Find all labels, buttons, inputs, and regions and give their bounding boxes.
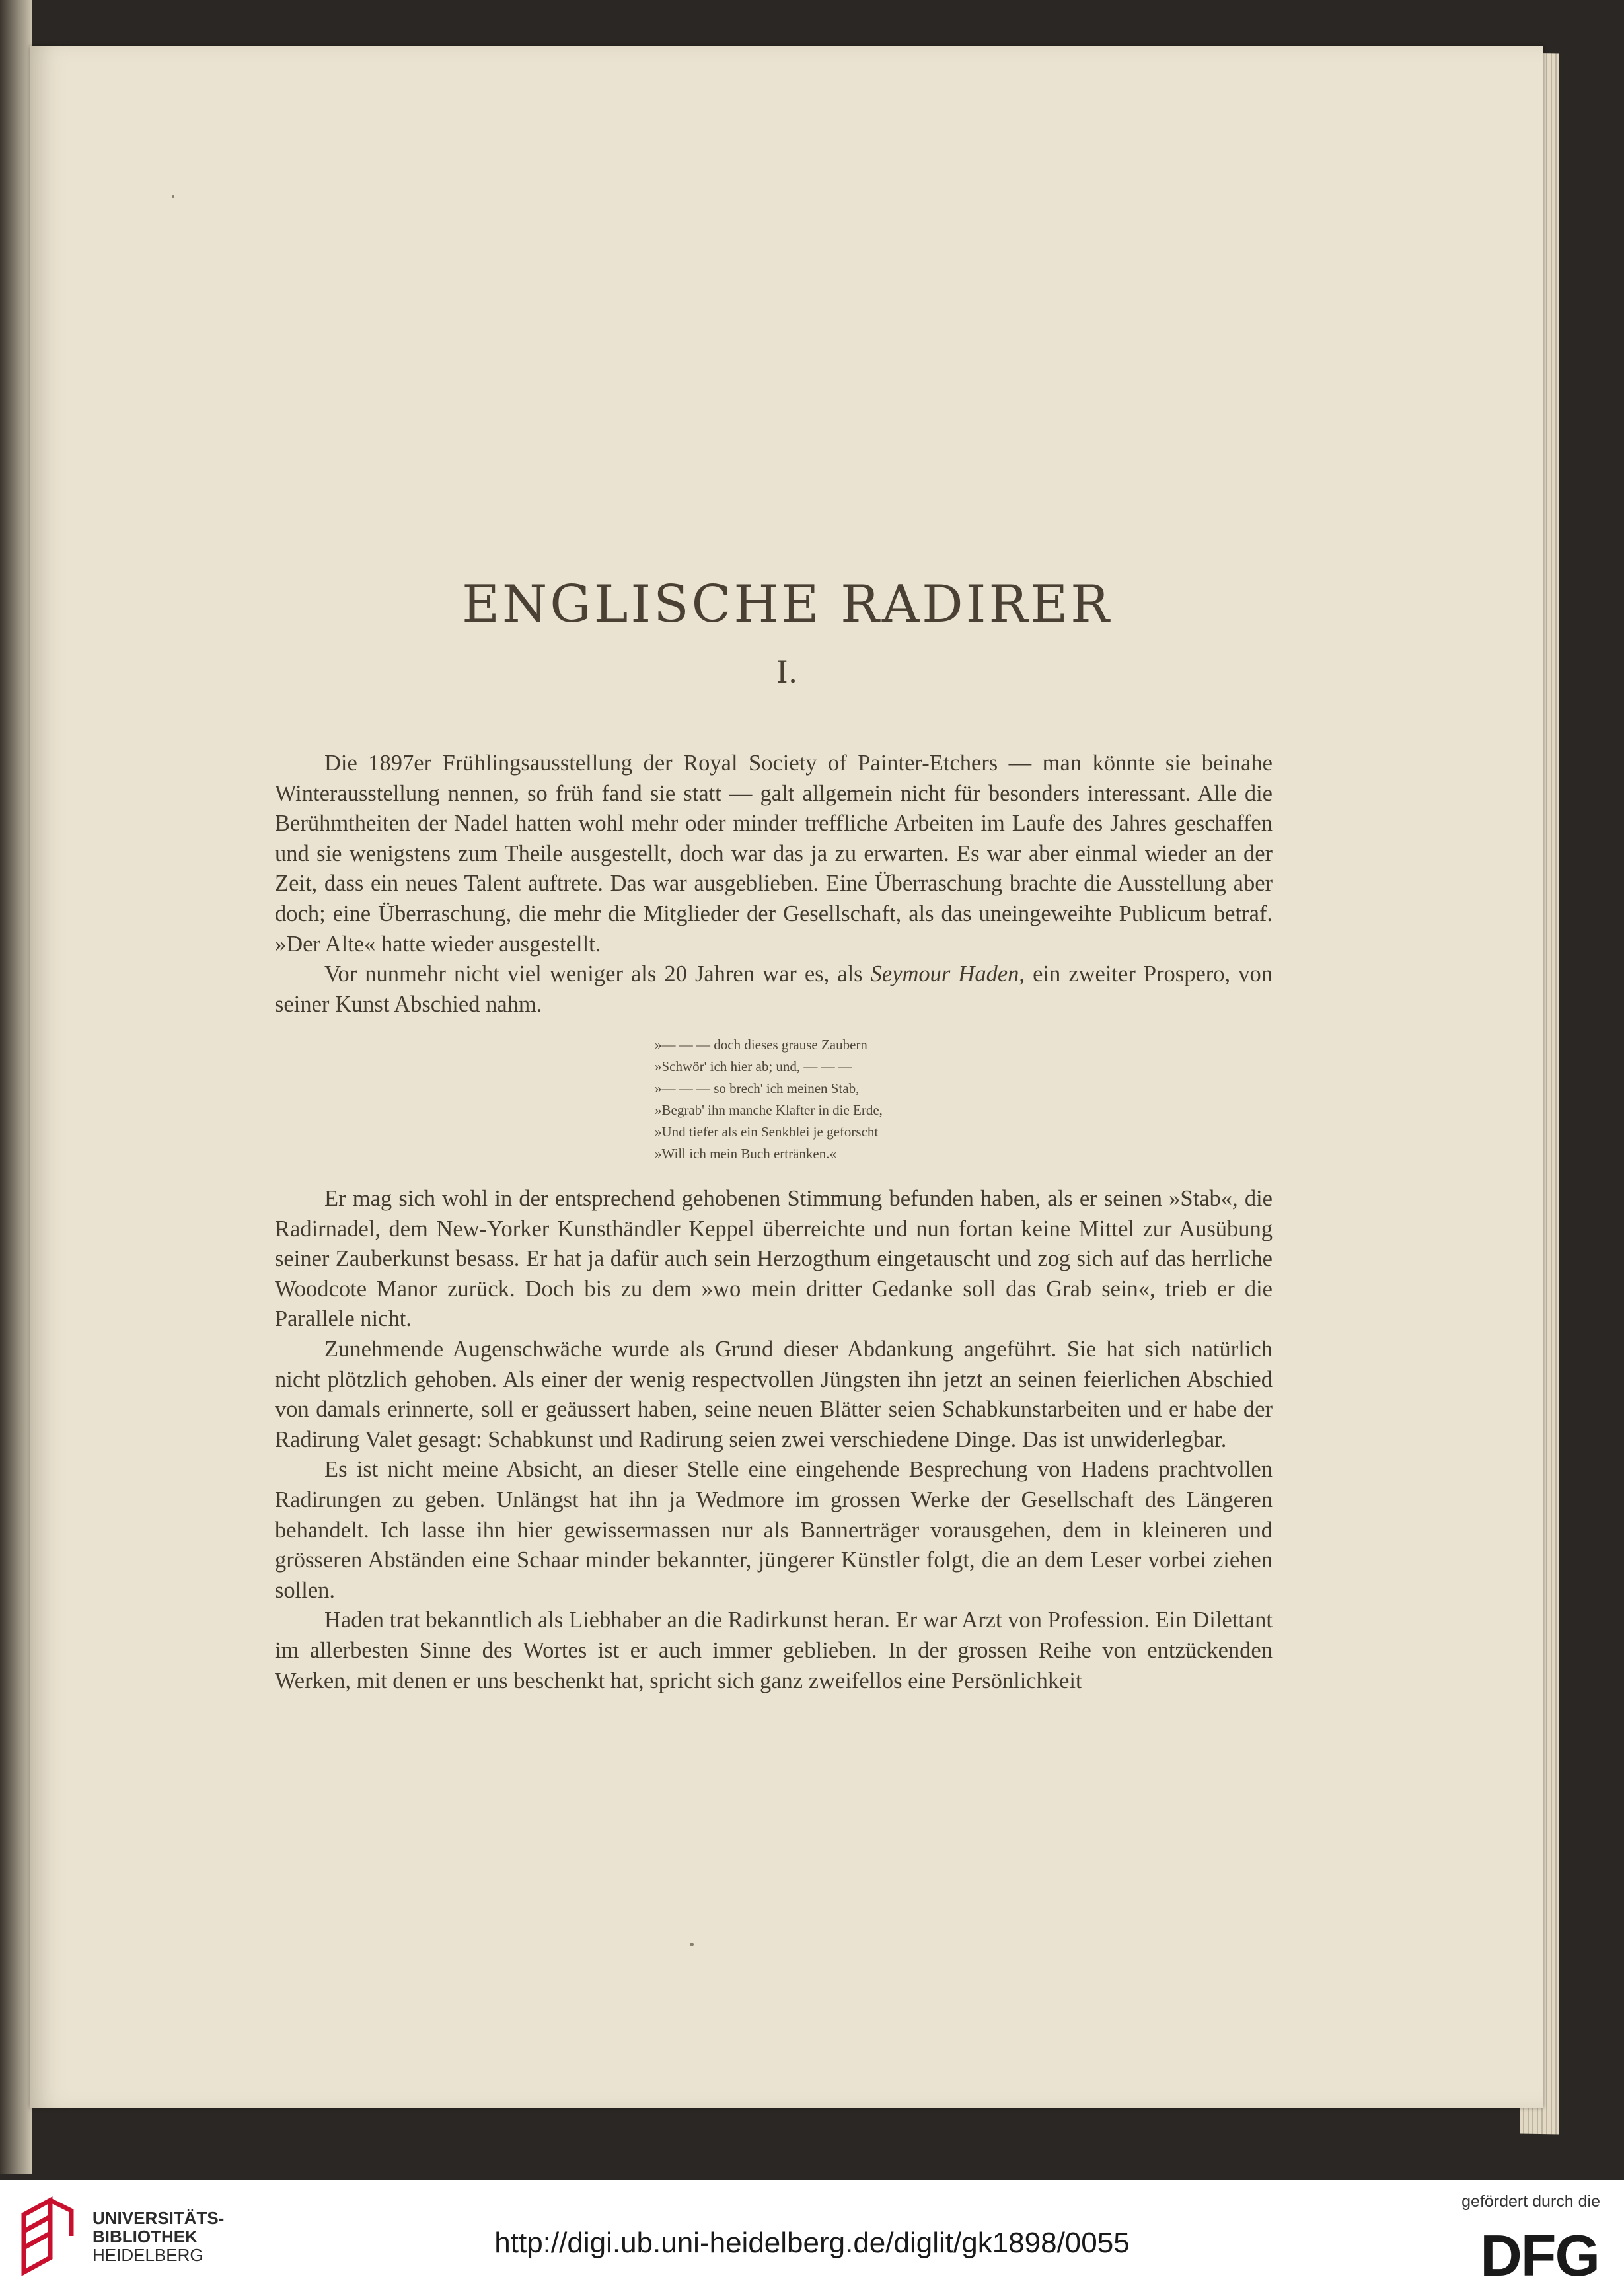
paragraph: Es ist nicht meine Absicht, an dieser Stelle eine eingehende Besprechung von Hadens prachtvollen Radirungen zu geben. Unlängst hat ihn ja Wedmore im grossen Werke der Gesellschaft des Längeren behandelt. Ich lasse ihn hier gewissermassen nur als Bannerträger vorausgehen, dem in kleineren und grösseren Abständen eine Schaar minder bekannter, jüngerer Künstler folgt, die an dem Leser vorbei ziehen sollen. bbox=[275, 1457, 1273, 1603]
verse-line: »Und tiefer als ein Senkblei je geforscht bbox=[655, 1124, 879, 1140]
verse-line: »Begrab' ihn manche Klafter in die Erde, bbox=[655, 1102, 883, 1118]
text-block-after-verse bbox=[275, 1184, 1273, 1696]
text-block-before-verse bbox=[275, 749, 1273, 1019]
paragraph: Er mag sich wohl in der entsprechend gehobenen Stimmung befunden haben, als er seinen »Stab«, die Radirnadel, dem New-Yorker Kunsthändler Keppel überreichte und nun fortan keine Mittel zur Ausübung seiner Zauberkunst besass. Er hat ja dafür auch sein Herzogthum eingetauscht und zog sich auf das herrliche Woodcote Manor zurück. Doch bis zu dem »wo mein dritter Gedanke soll das Grab sein«, trieb er die Parallele nicht. bbox=[275, 1186, 1273, 1332]
paragraph: Die 1897er Frühlingsausstellung der Royal Society of Painter-Etchers — man könnte sie beinahe Winterausstellung nennen, so früh fand sie statt — galt allgemein nicht für besonders interessant. Alle die Berühmtheiten der Nadel hatten wohl mehr oder minder treffliche Arbeiten im Laufe des Jahres geschaffen und sie wenigstens zum Theile ausgestellt, doch war das ja zu erwarten. Es war aber einmal wieder an der Zeit, dass ein neues Talent auftrete. Das war ausgeblieben. Eine Überraschung brachte die Ausstellung aber doch; eine Überraschung, die mehr die Mitglieder der Gesellschaft, als das uneingeweihte Publicum betraf. »Der Alte« hatte wieder ausgestellt. bbox=[275, 751, 1273, 957]
funding-label: gefördert durch die bbox=[1461, 2192, 1600, 2211]
institution-line: BIBLIOTHEK bbox=[92, 2227, 198, 2246]
source-url-link[interactable]: http://digi.ub.uni-heidelberg.de/diglit/gk1898/0055 bbox=[494, 2227, 1130, 2259]
paragraph: Haden trat bekanntlich als Liebhaber an die Radirkunst heran. Er war Arzt von Profession. Ein Dilettant im allerbesten Sinne des Wortes ist er auch immer geblieben. In der grossen Reihe von entzückenden Werken, mit denen er uns beschenkt hat, spricht sich ganz zweifellos eine Persönlichkeit bbox=[275, 1608, 1273, 1693]
paper-speck bbox=[172, 195, 174, 198]
italic-name: Seymour Haden bbox=[870, 961, 1019, 987]
verse-line: »Will ich mein Buch ertränken.« bbox=[655, 1146, 836, 1162]
paragraph-text: Vor nunmehr nicht viel weniger als 20 Jahren war es, als bbox=[324, 961, 871, 987]
verse-line: »— — — so brech' ich meinen Stab, bbox=[655, 1080, 860, 1096]
verse-line: »— — — doch dieses grause Zaubern bbox=[655, 1037, 867, 1053]
section-number: I. bbox=[776, 654, 798, 690]
paragraph: Zunehmende Augenschwäche wurde als Grund dieser Abdankung angeführt. Sie hat sich natürlich nicht plötzlich gehoben. Als einer der wenig respectvollen Jüngsten ihn jetzt an seinen feierlichen Abschied von damals erinnerte, soll er geäussert haben, seine neuen Blätter seien Schabkunstarbeiten und er habe der Radirung Valet gesagt: Schabkunst und Radirung seien zwei verschiedene Dinge. Das ist unwiderlegbar. bbox=[275, 1336, 1273, 1452]
paper-speck bbox=[690, 1943, 694, 1946]
dfg-logo: DFG bbox=[1480, 2223, 1599, 2288]
paragraph bbox=[275, 959, 1273, 1019]
institution-line: HEIDELBERG bbox=[92, 2245, 203, 2265]
verse-quote bbox=[655, 1034, 959, 1165]
verse-line: »Schwör' ich hier ab; und, — — — bbox=[655, 1058, 852, 1074]
institution-line: UNIVERSITÄTS- bbox=[92, 2208, 225, 2228]
book-spine bbox=[0, 0, 32, 2174]
paragraph-text: , ein zweiter Prospero, von seiner Kunst Abschied nahm. bbox=[275, 961, 1273, 1017]
page-title: ENGLISCHE RADIRER bbox=[462, 575, 1112, 634]
book-page bbox=[30, 46, 1543, 2108]
